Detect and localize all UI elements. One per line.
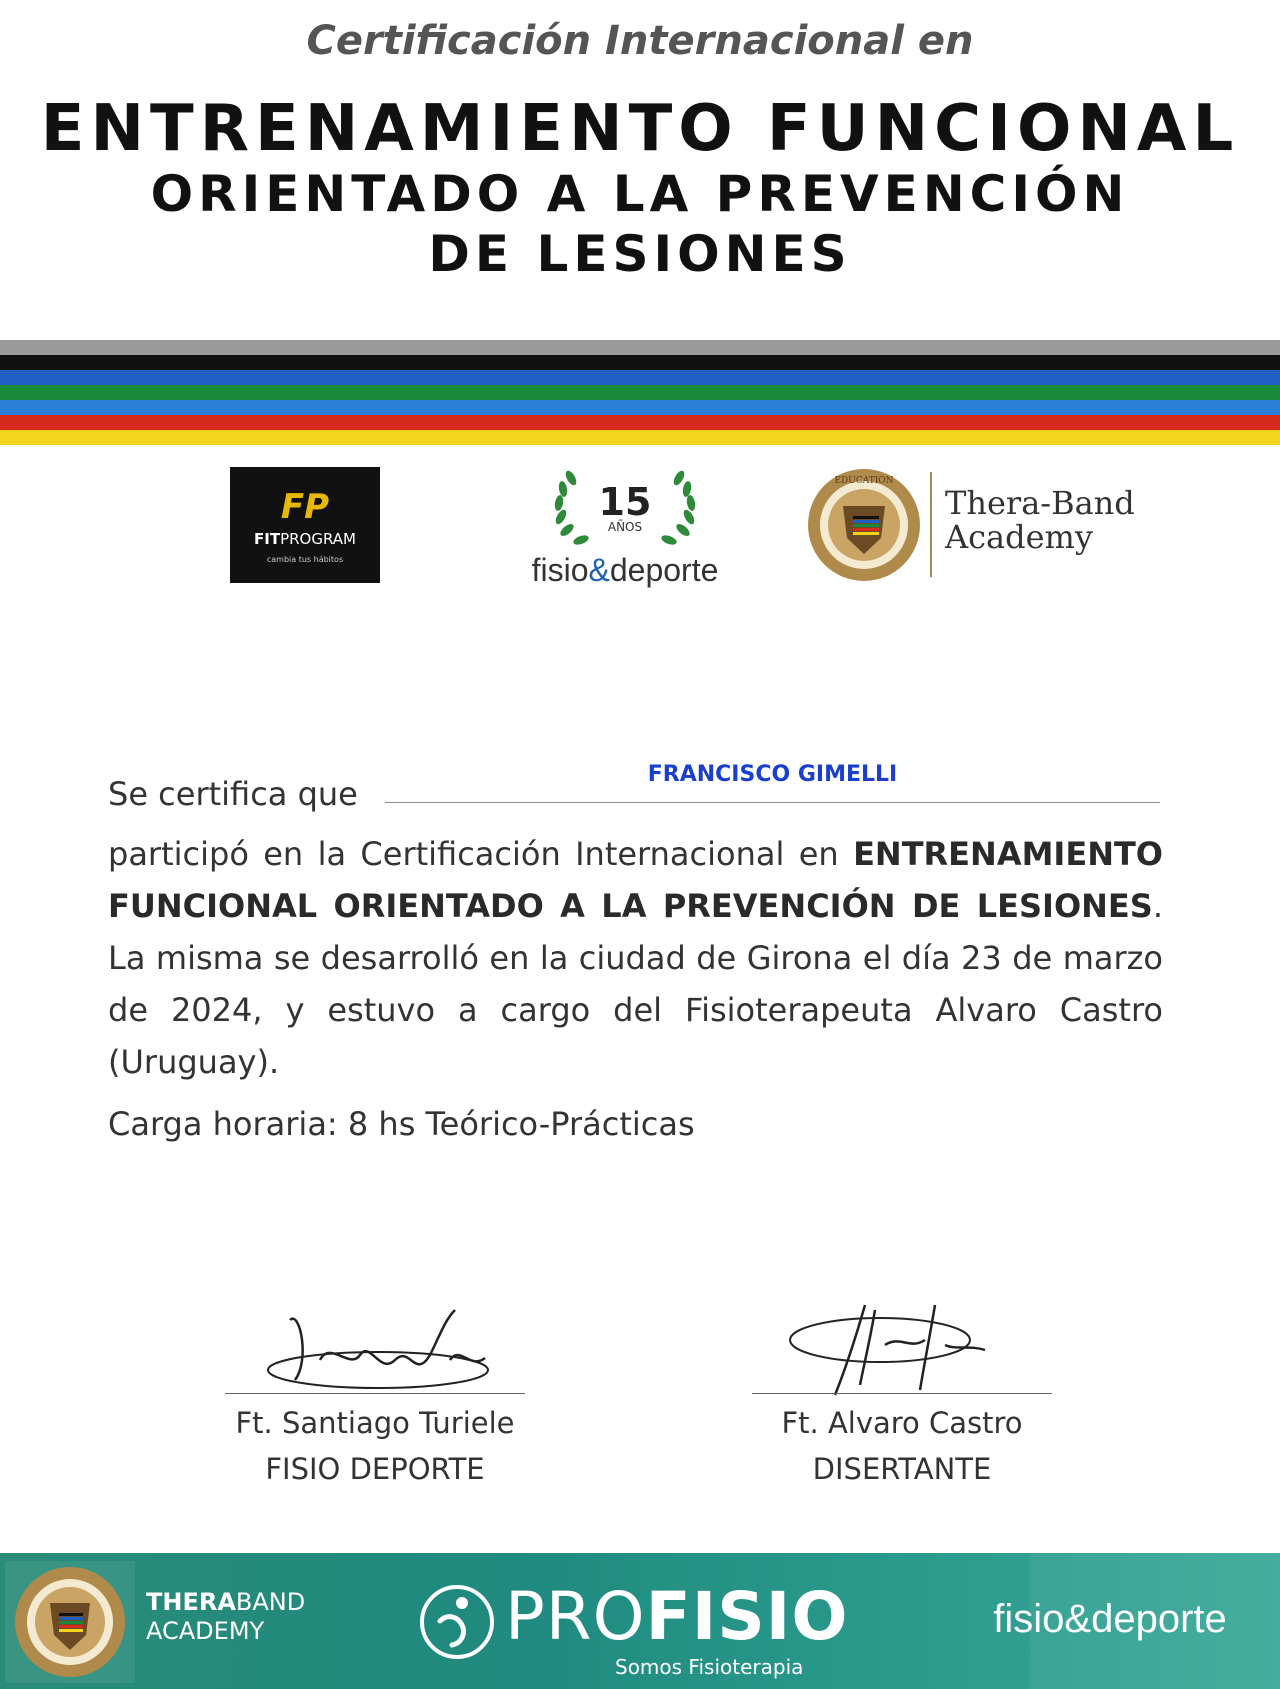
certificate-title-line2: ORIENTADO A LA PREVENCIÓN — [150, 165, 1130, 223]
theraband-academy-logo — [805, 466, 1135, 586]
certificate-intro: Certificación Internacional en — [306, 18, 974, 64]
signature-line-2 — [752, 1393, 1052, 1394]
stripe-7 — [0, 430, 1280, 445]
certificate-body: participó en la Certificación Internacional en ENTRENAMIENTO FUNCIONAL ORIENTADO A LA PREVENCIÓN DE LESIONES. La misma se desarrolló en la ciudad de Girona el día 23 de marzo de 2024, y estuvo a cargo del Fisioterapeuta Alvaro Castro (Uruguay). — [108, 835, 1163, 1081]
signer-role-2: DISERTANTE — [812, 1452, 992, 1486]
fitprogram-mark: FP — [280, 487, 330, 527]
stripe-3 — [0, 370, 1280, 385]
certificate-title-line3: DE LESIONES — [428, 225, 852, 283]
fisio-deporte-wordmark: fisio&deporte — [531, 552, 719, 588]
anniversary-label: AÑOS — [607, 520, 643, 534]
fitprogram-tagline: cambia tus hábitos — [266, 555, 344, 564]
fitprogram-logo — [230, 467, 380, 583]
course-name: ENTRENAMIENTO FUNCIONAL ORIENTADO A LA PREVENCIÓN DE LESIONES — [108, 835, 1163, 925]
stripe-4 — [0, 385, 1280, 400]
theraband-seal-icon — [805, 466, 923, 584]
footer-theraband-seal-icon — [11, 1563, 129, 1681]
signer-name-1: Ft. Santiago Turiele — [235, 1406, 515, 1440]
footer-fisio-deporte-wordmark: fisio&deporte — [993, 1597, 1227, 1641]
signer-name-2: Ft. Alvaro Castro — [781, 1406, 1023, 1440]
fitprogram-name: FITPROGRAM — [254, 530, 356, 548]
seal-top-text: EDUCATION — [834, 476, 894, 486]
footer-theraband-academy: ACADEMY — [146, 1617, 265, 1645]
theraband-line1: Thera-Band — [945, 484, 1135, 522]
course-hours: Carga horaria: 8 hs Teórico-Prácticas — [108, 1105, 695, 1143]
color-stripes — [0, 340, 1280, 445]
footer-theraband-badge — [5, 1561, 135, 1683]
certify-lead: Se certifica que — [108, 775, 358, 813]
profisio-wordmark: PROFISIO — [505, 1578, 849, 1655]
profisio-tagline: Somos Fisioterapia — [615, 1655, 804, 1679]
recipient-name: FRANCISCO GIMELLI — [647, 762, 898, 787]
stripe-2 — [0, 355, 1280, 370]
anniversary-number: 15 — [598, 480, 652, 524]
footer-banner — [0, 1553, 1280, 1689]
recipient-underline — [385, 802, 1160, 803]
profisio-figure-icon — [418, 1583, 496, 1661]
signature-santiago-turiele — [260, 1300, 520, 1400]
stripe-6 — [0, 415, 1280, 430]
stripe-1 — [0, 340, 1280, 355]
signer-role-1: FISIO DEPORTE — [265, 1452, 485, 1486]
fisio-deporte-15-logo — [505, 462, 745, 592]
signature-line-1 — [225, 1393, 525, 1394]
signature-alvaro-castro — [785, 1300, 1015, 1400]
footer-theraband-name: THERABAND — [146, 1588, 306, 1616]
stripe-5 — [0, 400, 1280, 415]
logo-divider — [930, 472, 932, 577]
theraband-line2: Academy — [945, 518, 1093, 556]
certificate-title-line1: ENTRENAMIENTO FUNCIONAL — [40, 92, 1240, 166]
